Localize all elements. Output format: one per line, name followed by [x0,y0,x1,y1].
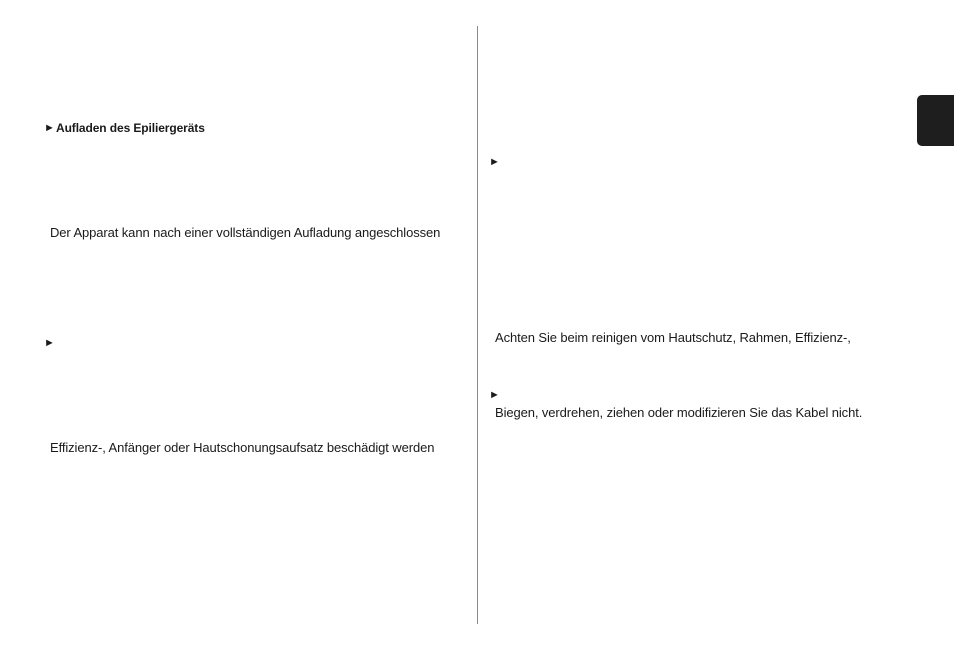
section-heading: Aufladen des Epiliergeräts [56,121,205,135]
section-index-tab [917,95,954,146]
triangle-marker-icon: ► [44,337,55,349]
left-paragraph-1: Der Apparat kann nach einer vollständigen Aufladung angeschlossen [50,225,441,240]
triangle-marker-icon: ► [44,122,55,134]
left-paragraph-2: Effizienz-, Anfänger oder Hautschonungsaufsatz beschädigt werden [50,440,435,455]
right-paragraph-2: Biegen, verdrehen, ziehen oder modifizieren Sie das Kabel nicht. [495,405,863,420]
right-paragraph-1: Achten Sie beim reinigen vom Hautschutz, Rahmen, Effizienz-, [495,330,851,345]
triangle-marker-icon: ► [489,156,500,168]
column-divider [477,26,478,624]
triangle-marker-icon: ► [489,389,500,401]
